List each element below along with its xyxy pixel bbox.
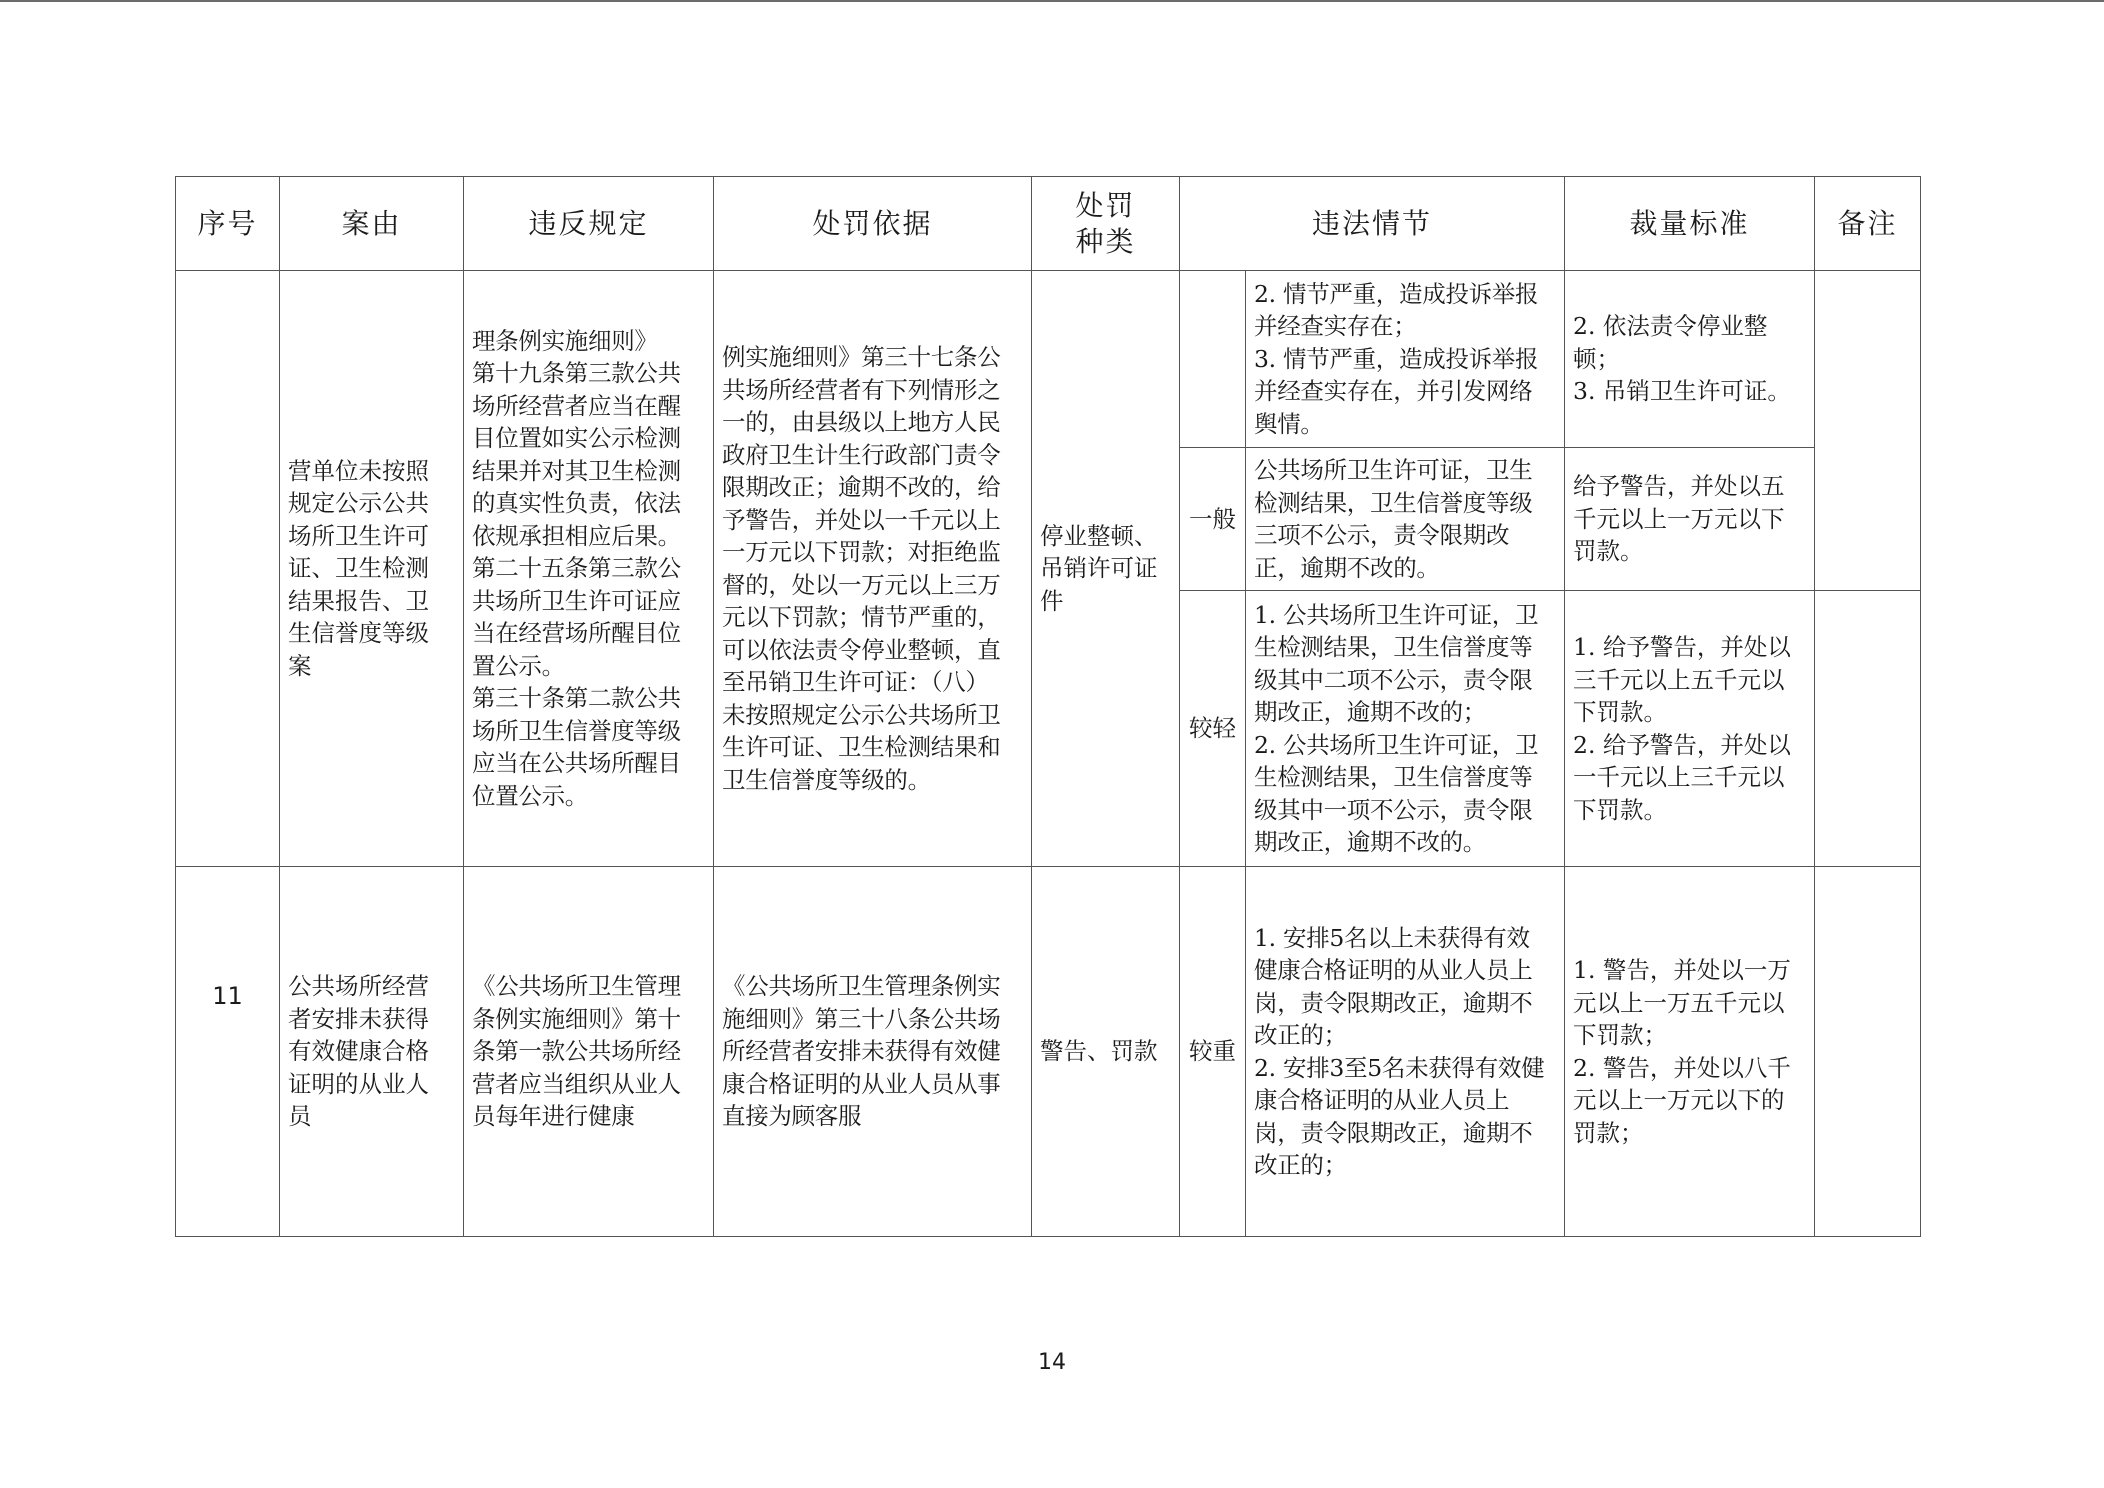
table-header-row (176, 177, 1921, 271)
row1-level-general: 一般 (1180, 448, 1246, 591)
page-number: 14 (1038, 1350, 1066, 1375)
row1-remarks-b (1815, 591, 1921, 867)
row1-violation: 理条例实施细则》 第十九条第三款公共 场所经营者应当在醒 目位置如实公示检测 结果并对其卫生检测 的真实性负责，依法 依规承担相应后果。 第二十五条第三款公 共场所卫生许可证应 当在经营场所醒目位 置公示。 第三十条第二款公共 场所卫生信誉度等级 应当在公共场所醒目 位置公示。 (464, 271, 714, 867)
top-border-line (0, 0, 2104, 2)
row1-detail-severe: 2. 情节严重，造成投诉举报 并经查实存在； 3. 情节严重，造成投诉举报 并经查实存在，并引发网络 舆情。 (1246, 271, 1565, 448)
header-standard: 裁量标准 (1565, 177, 1815, 271)
table-row (176, 271, 1921, 448)
row2-remarks (1815, 867, 1921, 1237)
row2-detail: 1. 安排5名以上未获得有效 健康合格证明的从业人员上 岗，责令限期改正，逾期不 改正的； 2. 安排3至5名未获得有效健 康合格证明的从业人员上 岗，责令限期改正，逾期不 改正的； (1246, 867, 1565, 1237)
header-case: 案由 (280, 177, 464, 271)
header-circumstance: 违法情节 (1180, 177, 1565, 271)
header-remarks: 备注 (1815, 177, 1921, 271)
row1-level-minor: 较轻 (1180, 591, 1246, 867)
row1-standard-severe: 2. 依法责令停业整 顿； 3. 吊销卫生许可证。 (1565, 271, 1815, 448)
row1-detail-minor: 1. 公共场所卫生许可证，卫 生检测结果，卫生信誉度等 级其中二项不公示，责令限 期改正，逾期不改的； 2. 公共场所卫生许可证，卫 生检测结果，卫生信誉度等 级其中一项不公示，责令限 期改正，逾期不改的。 (1246, 591, 1565, 867)
row1-basis: 例实施细则》第三十七条公 共场所经营者有下列情形之 一的，由县级以上地方人民 政府卫生计生行政部门责令 限期改正；逾期不改的，给 予警告，并处以一千元以上 一万元以下罚款；对拒绝监 督的，处以一万元以上三万 元以下罚款；情节严重的， 可以依法责令停业整顿，直 至吊销卫生许可证：（八） 未按照规定公示公共场所卫 生许可证、卫生检测结果和 卫生信誉度等级的。 (714, 271, 1032, 867)
row1-detail-general: 公共场所卫生许可证，卫生 检测结果，卫生信誉度等级 三项不公示，责令限期改 正，逾期不改的。 (1246, 448, 1565, 591)
row1-seq (176, 271, 280, 867)
table-row (176, 867, 1921, 1237)
header-seq: 序号 (176, 177, 280, 271)
row1-remarks-a (1815, 271, 1921, 591)
row2-case: 公共场所经营 者安排未获得 有效健康合格 证明的从业人 员 (280, 867, 464, 1237)
row2-penalty-type: 警告、罚款 (1032, 867, 1180, 1237)
header-violation: 违反规定 (464, 177, 714, 271)
header-basis: 处罚依据 (714, 177, 1032, 271)
row1-case: 营单位未按照 规定公示公共 场所卫生许可 证、卫生检测 结果报告、卫 生信誉度等级 案 (280, 271, 464, 867)
row2-level: 较重 (1180, 867, 1246, 1237)
row1-level-severe (1180, 271, 1246, 448)
row2-basis: 《公共场所卫生管理条例实 施细则》第三十八条公共场 所经营者安排未获得有效健 康合格证明的从业人员从事 直接为顾客服 (714, 867, 1032, 1237)
row1-standard-general: 给予警告，并处以五 千元以上一万元以下 罚款。 (1565, 448, 1815, 591)
row1-standard-minor: 1. 给予警告，并处以 三千元以上五千元以 下罚款。 2. 给予警告，并处以 一千元以上三千元以 下罚款。 (1565, 591, 1815, 867)
row2-seq: 11 (176, 867, 280, 1237)
header-penalty-type: 处罚 种类 (1032, 177, 1180, 271)
row2-violation: 《公共场所卫生管理 条例实施细则》第十 条第一款公共场所经 营者应当组织从业人 员每年进行健康 (464, 867, 714, 1237)
row1-penalty-type: 停业整顿、 吊销许可证 件 (1032, 271, 1180, 867)
row2-standard: 1. 警告，并处以一万 元以上一万五千元以 下罚款； 2. 警告，并处以八千 元以上一万元以下的 罚款； (1565, 867, 1815, 1237)
penalty-discretion-table (175, 176, 1921, 1237)
